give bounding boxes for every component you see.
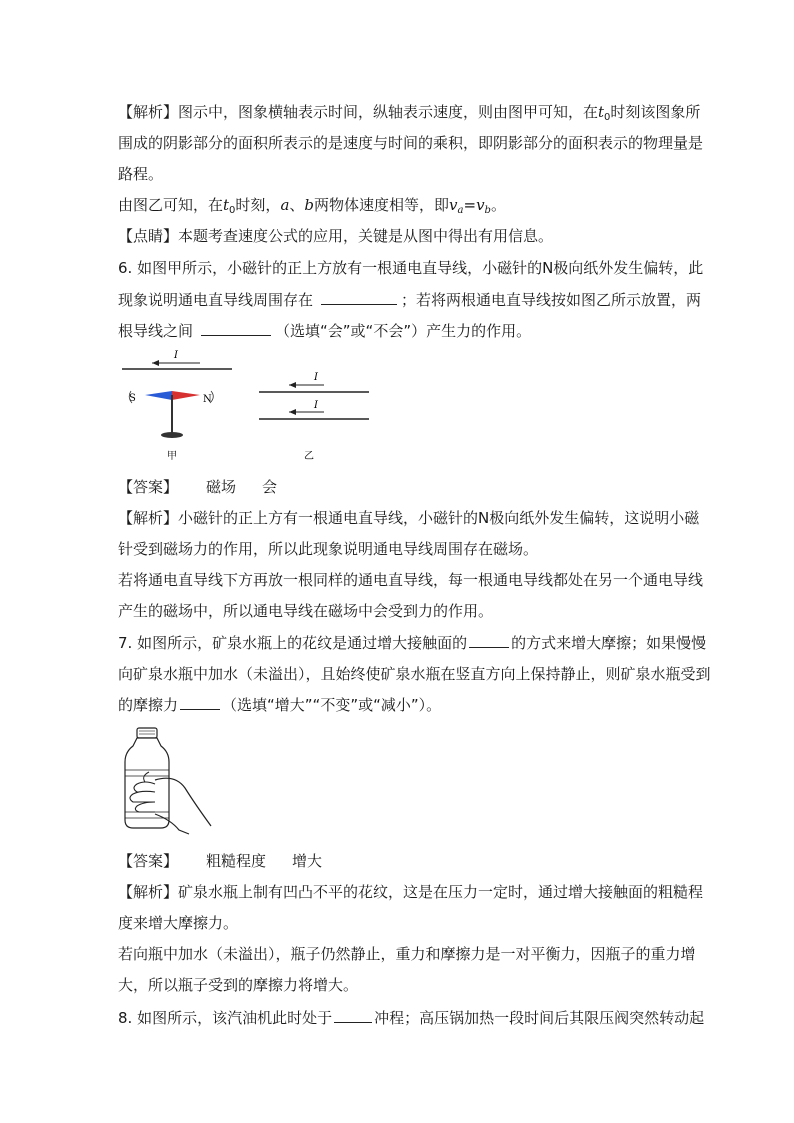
finger-1	[134, 782, 155, 792]
comment5: 【点睛】本题考查速度公式的应用，关键是从图中得出有用信息。	[118, 227, 554, 245]
current-label-jia: I	[174, 350, 178, 361]
magnet-wire-diagram	[115, 345, 385, 465]
analysis5-line1: 【解析】图示中，图象横轴表示时间，纵轴表示速度，则由图甲可知，在$t_0$时刻该图象所	[118, 103, 701, 123]
current-label-yi-bottom: I	[314, 400, 318, 411]
q6-blank1	[321, 290, 397, 305]
q7-analysis-line2: 度来增大摩擦力。	[118, 914, 239, 932]
bottle-cap	[137, 728, 157, 738]
n-pole-label: N	[203, 394, 212, 405]
q7-line1: 7. 如图所示，矿泉水瓶上的花纹是通过增大接触面的 的方式来增大摩擦；如果慢慢	[118, 634, 707, 652]
q7-analysis-line1: 【解析】矿泉水瓶上制有凹凸不平的花纹，这是在压力一定时，通过增大接触面的粗糙程	[118, 883, 704, 901]
q6-analysis-line3: 若将通电直导线下方再放一根同样的通电直导线，每一根通电导线都处在另一个通电导线	[118, 571, 704, 589]
q6-blank2	[201, 321, 271, 336]
q7-answer2: 增大	[292, 852, 323, 870]
needle-n-half	[172, 391, 200, 400]
q6-analysis-line2: 针受到磁场力的作用，所以此现象说明通电导线周围存在磁场。	[118, 540, 539, 558]
q7-line2: 向矿泉水瓶中加水（未溢出），且始终使矿泉水瓶在竖直方向上保持静止，则矿泉水瓶受到	[118, 665, 711, 683]
q7-answer: 【答案】 粗糙程度 增大	[118, 852, 323, 870]
needle-s-half	[145, 391, 172, 400]
q7-blank1	[469, 633, 509, 648]
q6-line1: 6. 如图甲所示，小磁针的正上方放有一根通电直导线，小磁针的N极向纸外发生偏转，此	[118, 259, 704, 277]
q6-figure	[115, 345, 385, 465]
s-pole-label: S	[129, 393, 136, 404]
analysis5-line4: 由图乙可知，在$t_0$时刻，a、b两物体速度相等，即$v_a=v_b$。	[118, 196, 506, 216]
q7-line3: 的摩擦力 （选填“增大”“不变”或“减小”）。	[118, 696, 442, 714]
label-yi: 乙	[304, 451, 314, 462]
analysis5-line2: 围成的阴影部分的面积所表示的是速度与时间的乘积，即阴影部分的面积表示的物理量是	[118, 134, 704, 152]
needle-base	[161, 432, 183, 438]
bottle-hand-diagram	[115, 724, 215, 836]
q6-line3: 根导线之间 （选填“会”或“不会”）产生力的作用。	[118, 322, 532, 340]
label-jia: 甲	[167, 451, 177, 462]
q6-answer2: 会	[262, 478, 278, 496]
q7-answer1: 粗糙程度	[206, 852, 267, 870]
q6-line2: 现象说明通电直导线周围存在 ；若将两根通电直导线按如图乙所示放置，两	[118, 291, 702, 309]
q6-answer1: 磁场	[206, 478, 237, 496]
q7-analysis-line4: 大，所以瓶子受到的摩擦力将增大。	[118, 976, 359, 994]
current-label-yi-top: I	[314, 372, 318, 383]
q6-analysis-line4: 产生的磁场中，所以通电导线在磁场中会受到力的作用。	[118, 602, 494, 620]
analysis5-line3: 路程。	[118, 165, 164, 183]
q6-answer: 【答案】 磁场 会	[118, 478, 278, 496]
q8-line1: 8. 如图所示，该汽油机此时处于 冲程；高压锅加热一段时间后其限压阀突然转动起	[118, 1009, 705, 1027]
q7-analysis-line3: 若向瓶中加水（未溢出），瓶子仍然静止，重力和摩擦力是一对平衡力，因瓶子的重力增	[118, 945, 696, 963]
q8-blank1	[334, 1008, 372, 1023]
q7-blank2	[180, 695, 220, 710]
q6-analysis-line1: 【解析】小磁针的正上方有一根通电直导线，小磁针的N极向纸外发生偏转，这说明小磁	[118, 509, 700, 527]
q7-figure	[115, 724, 215, 836]
